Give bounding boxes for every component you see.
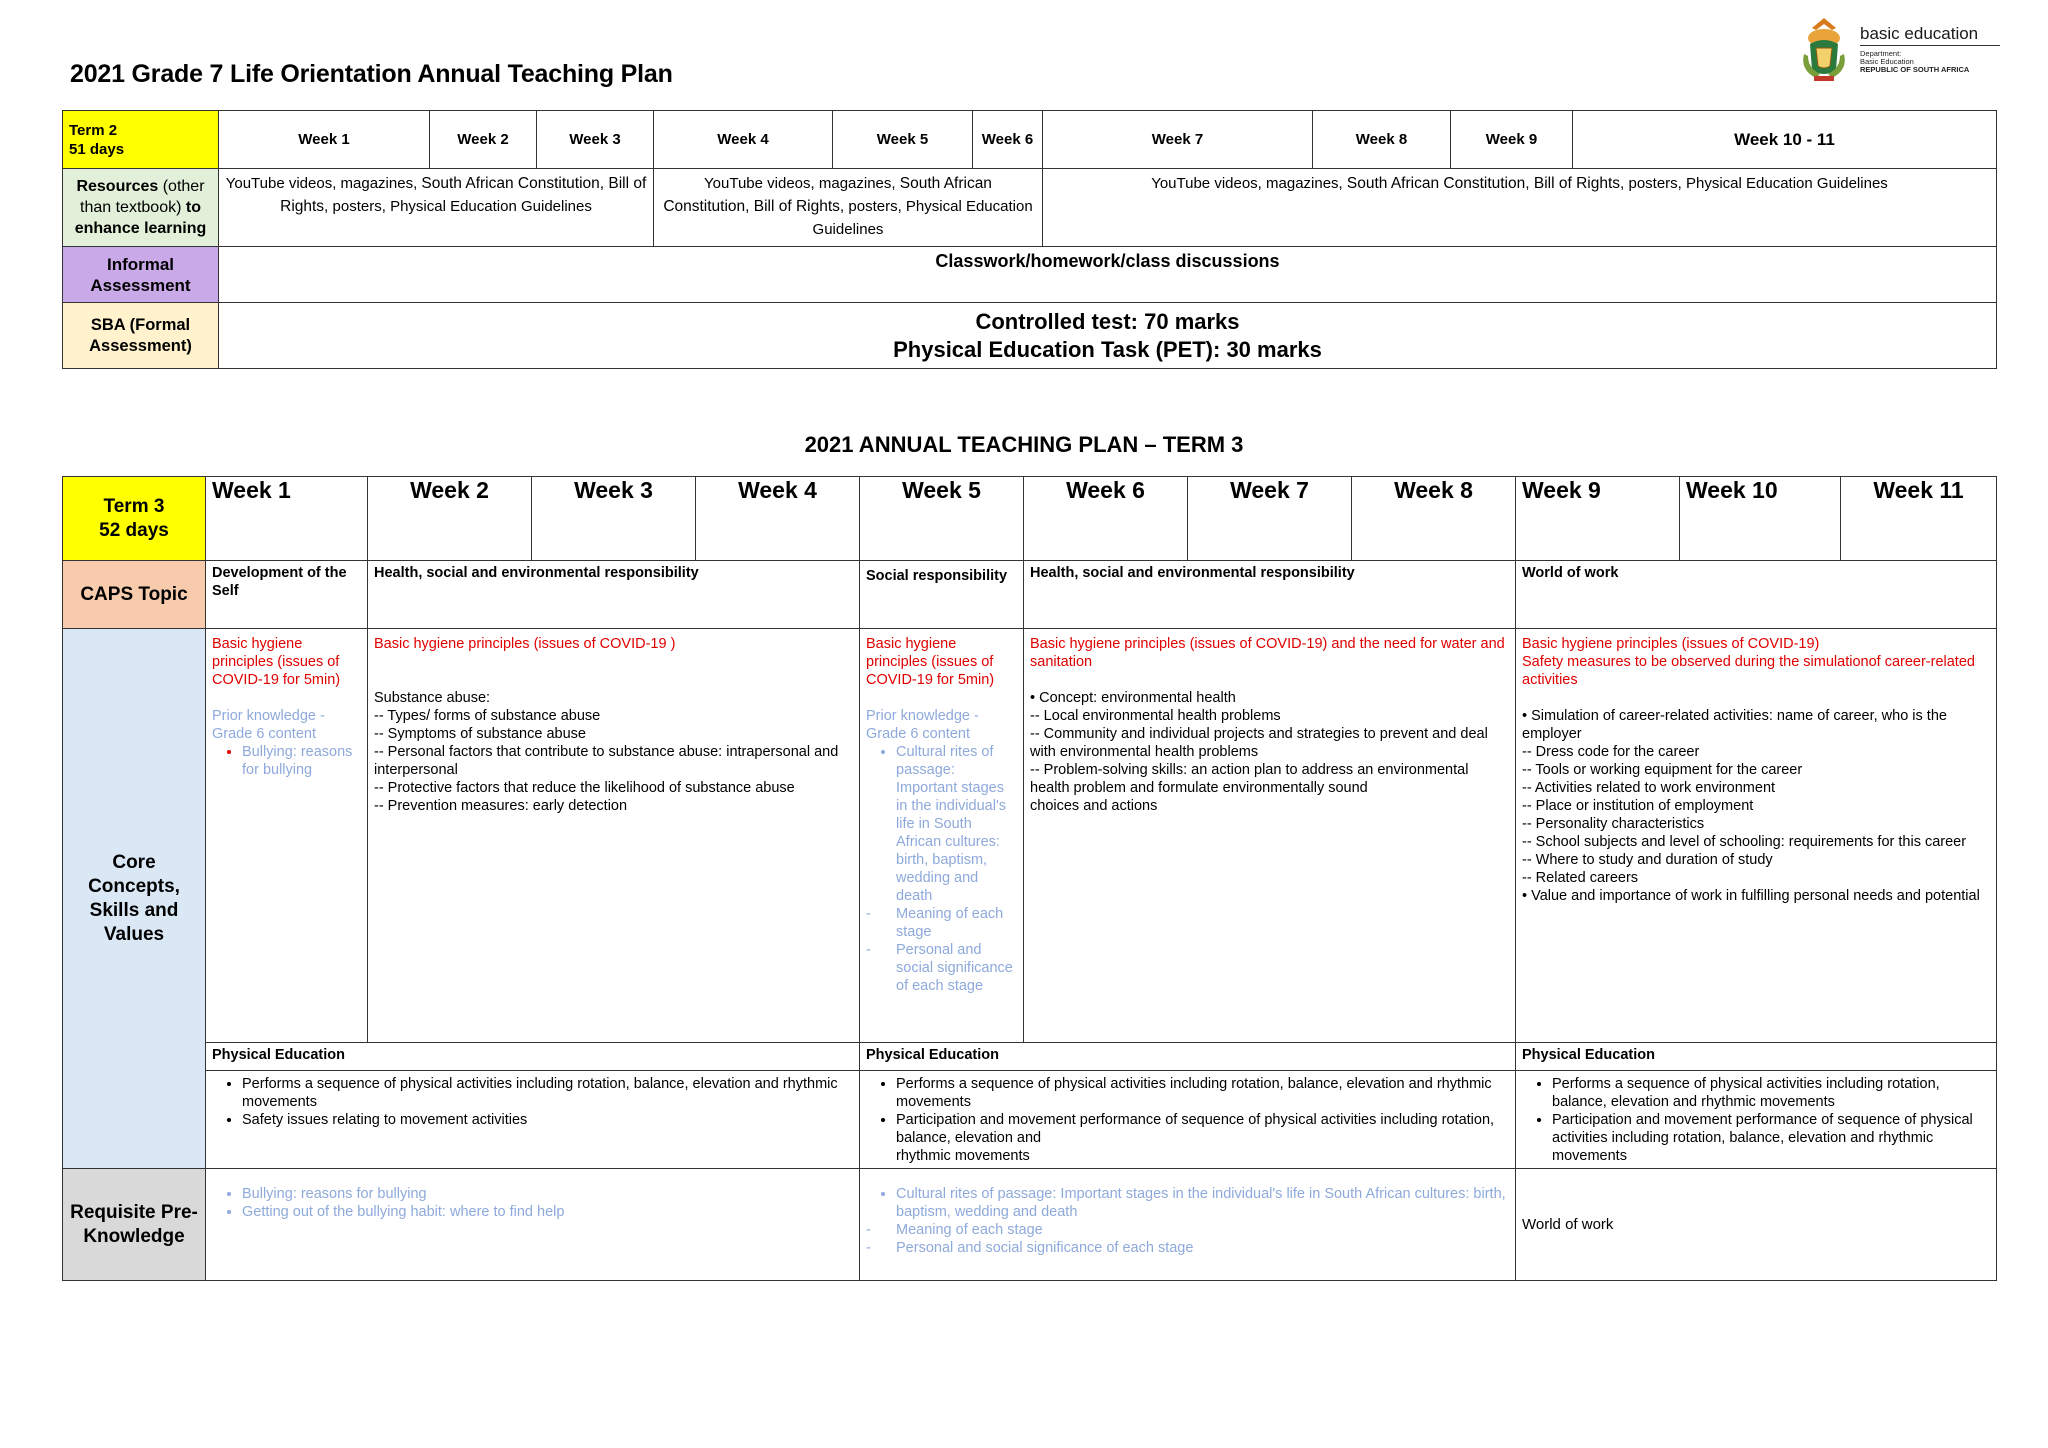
core-week-5-bullet: • Cultural rites of passage: Important stages in the individual's life in South African cultures: birth, baptism, wedding and death [896,743,1017,905]
term2-week-6: Week 6 [973,111,1043,169]
logo-text: basic education [1860,24,1979,43]
logo-sub-basic-education: Basic Education [1860,57,1914,66]
pe-weeks-9-11-item-1: • Performs a sequence of physical activities including rotation, balance, elevation and rhythmic movements [1552,1075,1990,1111]
core-week-5-prior: Prior knowledge - Grade 6 content [866,708,979,742]
sba-controlled-test: Controlled test: 70 marks [975,308,1240,334]
core-week-5-covid: Basic hygiene principles (issues of COVID-19 for 5min) [866,636,995,688]
term2-resources-row [63,169,1997,247]
term2-week-9: Week 9 [1451,111,1573,169]
informal-assessment-value: Classwork/homework/class discussions [219,247,1997,303]
department-logo [1792,14,2002,84]
caps-topic-label: CAPS Topic [63,561,206,629]
term3-week-1: Week 1 [206,477,368,561]
term3-week-row [63,477,1997,561]
term3-week-8: Week 8 [1352,477,1516,561]
term3-prereq-row [63,1169,1997,1281]
core-weeks-6-8-covid: Basic hygiene principles (issues of COVID-19) and the need for water and sanitation [1030,636,1505,670]
prereq-weeks-1-4-item-2: • Getting out of the bullying habit: where to find help [242,1203,853,1221]
term2-week-3: Week 3 [537,111,654,169]
pe-weeks-9-11-item-2: • Participation and movement performance of sequence of physical activities including rotation, balance, elevation and rhythmic movements [1552,1111,1990,1165]
core-weeks-6-8-body: • Concept: environmental health -- Local environmental health problems -- Community and individual projects and strategies to prevent and deal with environmental health problems -- Problem-solving skills: an action plan to address an environmental health problem and formulate environmentally sound choices and actions [1030,690,1488,814]
caps-topic-weeks-6-8: Health, social and environmental responsibility [1024,561,1516,629]
pe-label-weeks-9-11: Physical Education [1516,1043,1997,1071]
pe-weeks-1-4-list [212,1075,853,1129]
prereq-weeks-1-4-item-1: • Bullying: reasons for bullying [242,1185,853,1203]
term2-week-5: Week 5 [833,111,973,169]
core-week-1-list [212,743,361,779]
pe-weeks-1-4 [206,1071,860,1169]
pe-weeks-5-8 [860,1071,1516,1169]
resources-weeks-7-11: YouTube videos, magazines, South African Constitution, Bill of Rights, posters, Physical Education Guidelines [1043,169,1997,247]
pe-weeks-1-4-item-2: • Safety issues relating to movement activities [242,1111,853,1129]
prereq-weeks-5-8-dash-1: - Meaning of each stage [896,1221,1509,1239]
caps-topic-week-5: Social responsibility [860,561,1024,629]
term3-pe-row [63,1071,1997,1169]
core-weeks-9-11 [1516,629,1997,1043]
prereq-weeks-5-8-dash-2: - Personal and social significance of each stage [896,1239,1509,1257]
term3-label: Term 3 [103,495,165,517]
pe-weeks-5-8-item-2: • Participation and movement performance of sequence of physical activities including rotation, balance, elevation and rhythmic movements [896,1111,1509,1165]
term3-week-2: Week 2 [368,477,532,561]
term2-week-2: Week 2 [430,111,537,169]
core-week-5 [860,629,1024,1043]
sba-value [219,303,1997,369]
term2-table [62,110,1997,369]
term2-days: 51 days [69,140,125,158]
core-week-1-bullet: • Bullying: reasons for bullying [242,743,361,779]
term2-label: Term 2 [69,121,118,139]
prereq-weeks-5-8-dash-list [866,1221,1509,1257]
core-week-1 [206,629,368,1043]
prereq-weeks-5-8-list [866,1185,1509,1221]
sba-label: SBA (Formal Assessment) [63,303,219,369]
logo-divider [1860,45,2000,46]
term3-label-cell [63,477,206,561]
term3-week-3: Week 3 [532,477,696,561]
core-week-1-covid: Basic hygiene principles (issues of COVID-19 for 5min) [212,636,341,688]
term2-week-row [63,111,1997,169]
core-week-5-dash-list [866,905,1017,995]
term3-week-10: Week 10 [1680,477,1841,561]
resources-weeks-1-3: YouTube videos, magazines, South African Constitution, Bill of Rights, posters, Physical Education Guidelines [219,169,654,247]
prereq-weeks-1-4 [206,1169,860,1281]
term3-heading: 2021 ANNUAL TEACHING PLAN – TERM 3 [804,432,1244,457]
term2-week-7: Week 7 [1043,111,1313,169]
core-week-5-dash-2: - Personal and social significance of each stage [896,941,1017,995]
term3-week-5: Week 5 [860,477,1024,561]
term3-week-7: Week 7 [1188,477,1352,561]
term3-week-9: Week 9 [1516,477,1680,561]
pe-weeks-1-4-item-1: • Performs a sequence of physical activities including rotation, balance, elevation and rhythmic movements [242,1075,853,1111]
term2-week-8: Week 8 [1313,111,1451,169]
term2-informal-row [63,247,1997,303]
pe-label-weeks-1-4: Physical Education [206,1043,860,1071]
term3-pe-label-row [63,1043,1997,1071]
core-week-5-list [866,743,1017,905]
core-week-1-prior: Prior knowledge - Grade 6 content [212,708,325,742]
informal-assessment-label: Informal Assessment [63,247,219,303]
core-weeks-2-4-body: Substance abuse: -- Types/ forms of substance abuse -- Symptoms of substance abuse -- Personal factors that contribute to substance abuse: intrapersonal and interpersonal -- Protective factors that reduce the likelihood of substance abuse -- Prevention measures: early detection [374,690,839,814]
prereq-weeks-5-8 [860,1169,1516,1281]
term3-week-4: Week 4 [696,477,860,561]
caps-topic-week-1: Development of the Self [206,561,368,629]
core-weeks-2-4-covid: Basic hygiene principles (issues of COVID-19 ) [374,636,676,652]
term2-week-4: Week 4 [654,111,833,169]
term3-caps-row [63,561,1997,629]
resources-weeks-4-6: YouTube videos, magazines, South African Constitution, Bill of Rights, posters, Physical Education Guidelines [654,169,1043,247]
term3-core-row [63,629,1997,1043]
caps-topic-weeks-9-11: World of work [1516,561,1997,629]
term3-week-11: Week 11 [1841,477,1997,561]
pe-label-weeks-5-8: Physical Education [860,1043,1516,1071]
prereq-weeks-5-8-bullet: • Cultural rites of passage: Important stages in the individual's life in South African cultures: birth, baptism, wedding and death [896,1185,1509,1221]
term2-label-cell [63,111,219,169]
core-weeks-9-11-body: • Simulation of career-related activities: name of career, who is the employer -- Dress code for the career -- Tools or working equipment for the career -- Activities related to work environment -- Place or institution of employment -- Personality characteristics -- School subjects and level of schooling: requirements for this career -- Where to study and duration of study -- Related careers • Value and importance of work in fulfilling personal needs and potential [1522,708,1980,904]
core-weeks-9-11-covid: Basic hygiene principles (issues of COVID-19) Safety measures to be observed during the simulationof career-related activities [1522,636,1975,688]
logo-sub-republic: REPUBLIC OF SOUTH AFRICA [1860,65,1970,74]
term2-sba-row [63,303,1997,369]
caps-topic-weeks-2-4: Health, social and environmental responsibility [368,561,860,629]
logo-sub-department: Department: [1860,49,1902,58]
prereq-weeks-9-11: World of work [1516,1169,1997,1281]
core-week-5-dash-1: - Meaning of each stage [896,905,1017,941]
pe-weeks-9-11-list [1522,1075,1990,1165]
term2-week-10-11: Week 10 - 11 [1573,111,1997,169]
prereq-weeks-1-4-list [212,1185,853,1221]
term3-table [62,476,1997,1281]
sba-pet: Physical Education Task (PET): 30 marks [893,336,1322,362]
term3-days: 52 days [99,519,169,541]
prereq-label: Requisite Pre-Knowledge [63,1169,206,1281]
term2-week-1: Week 1 [219,111,430,169]
resources-label: Resources (other than textbook) to enhance learning [63,169,219,247]
page-title: 2021 Grade 7 Life Orientation Annual Teaching Plan [70,60,673,88]
core-weeks-6-8 [1024,629,1516,1043]
coat-of-arms-icon [1796,14,1852,84]
pe-weeks-5-8-item-1: • Performs a sequence of physical activities including rotation, balance, elevation and rhythmic movements [896,1075,1509,1111]
pe-weeks-5-8-list [866,1075,1509,1165]
core-weeks-2-4 [368,629,860,1043]
core-concepts-label: Core Concepts, Skills and Values [63,629,206,1169]
pe-weeks-9-11 [1516,1071,1997,1169]
term3-week-6: Week 6 [1024,477,1188,561]
